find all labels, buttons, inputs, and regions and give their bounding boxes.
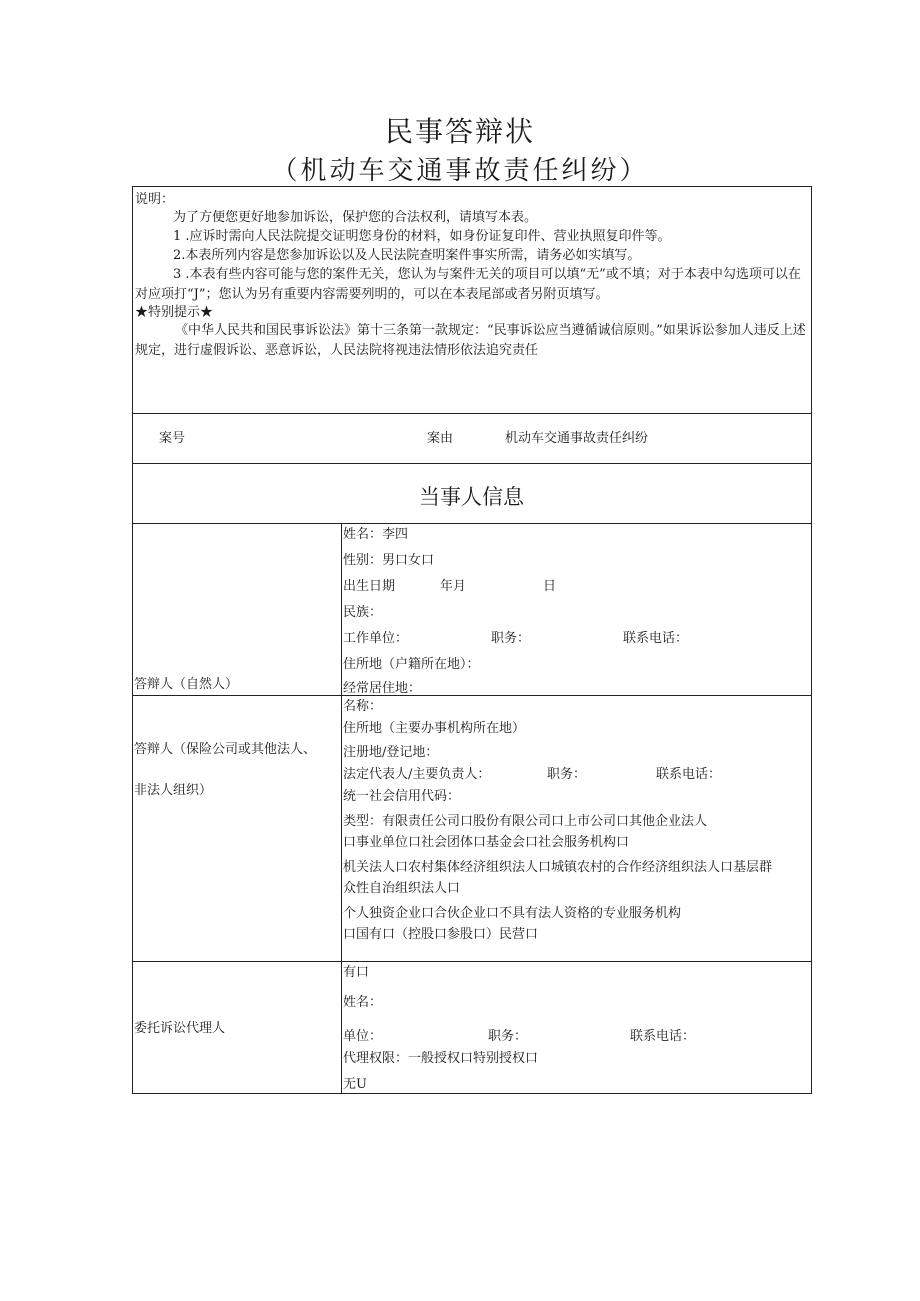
instructions-item-2: 2.本表所列内容是您参加诉讼以及人民法院查明案件事实所需，请务必如实填写。	[173, 248, 641, 263]
divider-party-heading	[133, 523, 811, 524]
instructions-item-1: 1 .应诉时需向人民法院提交证明您身份的材料，如身份证复印件、营业执照复印件等。	[173, 229, 671, 244]
agent-position: 职务：	[488, 1029, 528, 1044]
column-divider	[341, 523, 342, 1093]
org-type-line6: 口国有口（控股口参股口）民营口	[343, 927, 539, 942]
document-title: 民事答辩状	[384, 115, 535, 148]
org-phone: 联系电话：	[656, 767, 722, 782]
special-notice-text: 《中华人民共和国民事诉讼法》第十三条第一款规定：“民事诉讼应当遵循诚信原则。”如果诉讼参加人违反上述规定，进行虚假诉讼、恶意诉讼，人民法院将视违法情形依法追究责任	[135, 323, 806, 358]
divider-case	[133, 463, 811, 464]
org-name: 名称：	[343, 699, 383, 714]
divider-organization	[133, 961, 811, 962]
org-legal-rep: 法定代表人/主要负责人：	[343, 767, 491, 782]
agent-has: 有口	[343, 965, 370, 980]
agent-phone: 联系电话：	[630, 1029, 696, 1044]
document-subtitle: （机动车交通事故责任纠纷）	[271, 156, 649, 186]
instructions-heading: 说明：	[135, 192, 175, 207]
np-birth-day: 日	[543, 579, 557, 594]
divider-natural-person	[133, 695, 811, 696]
defense-form	[132, 186, 812, 1094]
agent-name: 姓名：	[343, 995, 383, 1010]
special-notice-heading: ★特别提示★	[135, 305, 214, 320]
np-employer: 工作单位：	[343, 631, 409, 646]
case-cause-value: 机动车交通事故责任纠纷	[505, 431, 649, 446]
org-type-line5: 个人独资企业口合伙企业口不具有法人资格的专业服务机构	[343, 906, 682, 921]
org-row-label-line1: 答辩人（保险公司或其他法人、	[134, 742, 317, 757]
org-credit-code: 统一社会信用代码：	[343, 789, 461, 804]
org-registered: 注册地/登记地：	[343, 745, 439, 760]
org-type-line3: 机关法人口农村集体经济组织法人口城镇农村的合作经济组织法人口基层群	[343, 860, 773, 875]
agent-row-label: 委托诉讼代理人	[134, 1021, 226, 1036]
np-gender: 性别：男口女口	[343, 553, 435, 568]
org-position: 职务：	[547, 767, 587, 782]
instructions-item-3: 3 .本表有些内容可能与您的案件无关，您认为与案件无关的项目可以填“无”或不填；对于本表中勾选项可以在对应项打“J”；您认为另有重要内容需要列明的，可以在本表尾部或者另附页填写。	[135, 267, 801, 302]
np-birth-year-month: 年月	[440, 579, 467, 594]
party-section-heading: 当事人信息	[419, 485, 524, 509]
agent-none: 无U	[343, 1077, 367, 1092]
divider-instructions	[133, 413, 811, 414]
natural-person-row-label: 答辩人（自然人）	[134, 677, 239, 692]
np-ethnicity: 民族：	[343, 605, 383, 620]
org-type-line1: 类型：有限责任公司口股份有限公司口上市公司口其他企业法人	[343, 814, 708, 829]
agent-authority: 代理权限：一般授权口特别授权口	[343, 1051, 539, 1066]
org-domicile: 住所地（主要办事机构所在地）	[343, 721, 526, 736]
org-type-line2: 口事业单位口社会团体口基金会口社会服务机构口	[343, 835, 630, 850]
instructions-intro: 为了方便您更好地参加诉讼，保护您的合法权利，请填写本表。	[173, 210, 538, 225]
case-number-label: 案号	[159, 431, 186, 446]
org-row-label-line2: 非法人组织）	[134, 783, 213, 798]
np-domicile: 住所地（户籍所在地）：	[343, 657, 480, 672]
np-name: 姓名：李四	[343, 527, 409, 542]
agent-unit: 单位：	[343, 1029, 383, 1044]
np-phone: 联系电话：	[623, 631, 689, 646]
np-birth-label: 出生日期	[343, 579, 396, 594]
np-position: 职务：	[491, 631, 531, 646]
case-cause-label: 案由	[427, 431, 454, 446]
org-type-line4: 众性自治组织法人口	[343, 881, 461, 896]
np-residence: 经常居住地：	[343, 681, 422, 696]
